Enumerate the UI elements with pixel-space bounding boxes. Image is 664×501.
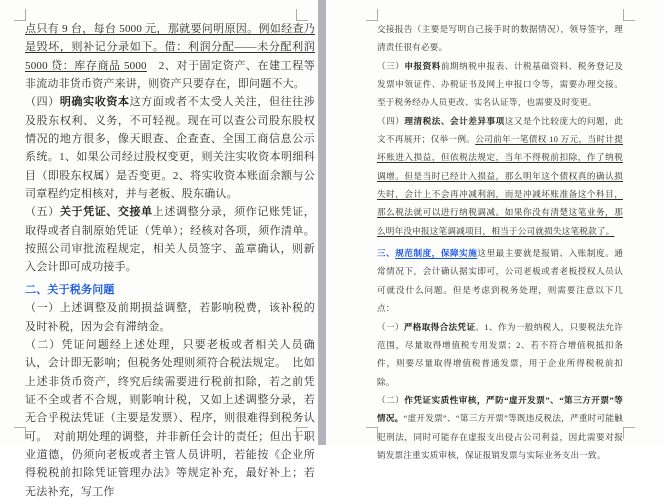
text-run: （四） [25, 96, 60, 109]
margin-crop-mark-bottom-right [623, 427, 635, 439]
margin-crop-mark-top-right [623, 9, 635, 21]
text-run: （二） [377, 394, 405, 405]
text-run: （一）上述调整及前期损益调整，若影响税费，该补税的及时补税，因为会有滞纳金。 [25, 302, 315, 333]
text-run: （四） [377, 115, 405, 126]
paragraph [377, 318, 623, 391]
page-gap-divider [318, 0, 326, 445]
text-run: 申报资料 [404, 60, 441, 71]
text-run: 上述调整分录，须作记账凭证，取得或者自制原始凭证（凭单）；经核对各项，须作清单。按照公司审批流程规定，相关人员签字、盖章确认，则新入会计即可成功接手。 [25, 206, 315, 274]
paragraph [25, 93, 315, 203]
text-run: （二）凭证问题经上述处理，只要老板或者相关人员确认，会计即无影响；但税务处理则须符合税法规定。 比如上述非货币资产，终究后续需要进行税前扣除，若之前凭证不全或者不合规，则影响计税，又如上述调整分录，若无合乎税法凭证（主要是发票）、程序，则很难得到税务认可。 对前期处理的调整，并非新任会计的责任；但出于职业道德，仍须向老板或者主管人员讲明，若能按《企业所得税税前扣除凭证管理办法》等规定补充，最好补上；若无法补充，写工作 [25, 338, 315, 498]
text-run: （三） [377, 60, 405, 71]
paragraph [25, 203, 315, 276]
document-page-left[interactable] [0, 0, 318, 498]
paragraph [25, 20, 315, 93]
text-run: 这又是个比较庞大的问题，此文不再展开；仅举一例。 [377, 115, 623, 145]
text-run: 。1、作为一般纳税人，只要税法允许范围，尽量取得增值税专用发票；2、若不符合增值税抵扣条件，则要尽量取得增值税普通发票，用于企业所得税税前扣除。 [377, 321, 624, 387]
paragraph [25, 336, 315, 501]
text-run: （一） [377, 321, 404, 332]
heading-number: 三、 [377, 248, 396, 259]
section-heading [25, 281, 315, 299]
paragraph [377, 391, 623, 464]
document-page-right[interactable] [326, 0, 664, 460]
text-run: 关于凭证、交接单 [59, 206, 153, 219]
text-run: 点只有 9 台，每台 5000 元，那就要问明原因。例如经查乃是毁坏，则补记分录如下。借：利润分配——未分配利润 5000 贷：库存商品 5000 [25, 23, 315, 72]
text-run: “虚开发票”、“第三方开票”等既违反税法，严重时可能触犯刑法，同时可能存在虚报支出侵占公司利益，因此需要对报销发票注重实质审核，保证报销发票与实际业务支出一致。 [377, 413, 623, 460]
text-run: （五） [25, 206, 60, 219]
text-run: 这方面或者不太受人关注，但往往涉及股东权利、义务，不可轻视。现在可以查公司股东股权情况的地方很多，像天眼查、企查查、全国工商信息公示系统。1、如果公司经过股权变更，则关注实收资本明细科目（即股东权属）是否变更。2、将实收资本账面余额与公司章程约定相核对，并与老板、股东确认。 [25, 96, 316, 201]
text-run: 作凭证实质性审核，严防“虚开发票”、“第三方开票”等情况。 [377, 394, 623, 424]
paragraph [377, 112, 623, 240]
text-run: 严格取得合法凭证 [403, 321, 476, 332]
paragraph [377, 20, 623, 57]
paragraph [25, 299, 315, 336]
text-run: 公司前年一笔债权 10 万元，当时计提坏账进入损益，但依税法规定，当年不得税前扣除，作了纳税调增。但是当时已经计入损益，那么明年这个债权真的确认损失时，会计上不会再冲减利润，而是冲减坏账准备这个科目，那么税法就可以进行纳税调减。如果你没有清楚这笔业务，那么明年没申报这笔调减项目，相当于公司就损失这笔税款了。 [377, 134, 623, 236]
text-run: 2、对于固定资产、在建工程等非流动非货币资产来讲，则资产只要存在，即问题不大。 [25, 59, 316, 91]
text-run: 这里最主要就是报销、入账制度。通常情况下，会计确认据实即可，公司老板或者老板授权人员认可就没什么问题。但是考虑到税务处理，则需要注意以下几点： [377, 248, 623, 314]
page-text-area[interactable] [377, 20, 623, 464]
text-run: 理清税法、会计差异事项 [404, 115, 505, 126]
text-run: 前期纳税申报表、计税基础资料、税务登记及发票申领证件、办税证书及网上申报口令等，需要办理交接。至于税务经办人员更改、实名认证等，也需要及时变更。 [377, 60, 623, 108]
heading-text: 规范制度，保障实施 [395, 248, 478, 259]
heading-text: 二、关于税务问题 [25, 283, 115, 296]
text-run: 交接报告（主要是写明自己接手时的数据情况），领导签字，理清责任很有必要。 [377, 24, 623, 53]
page-text-area[interactable] [25, 20, 315, 501]
section-heading-paragraph [377, 244, 623, 317]
text-run: 明确实收资本 [59, 96, 130, 109]
paragraph [377, 57, 623, 112]
